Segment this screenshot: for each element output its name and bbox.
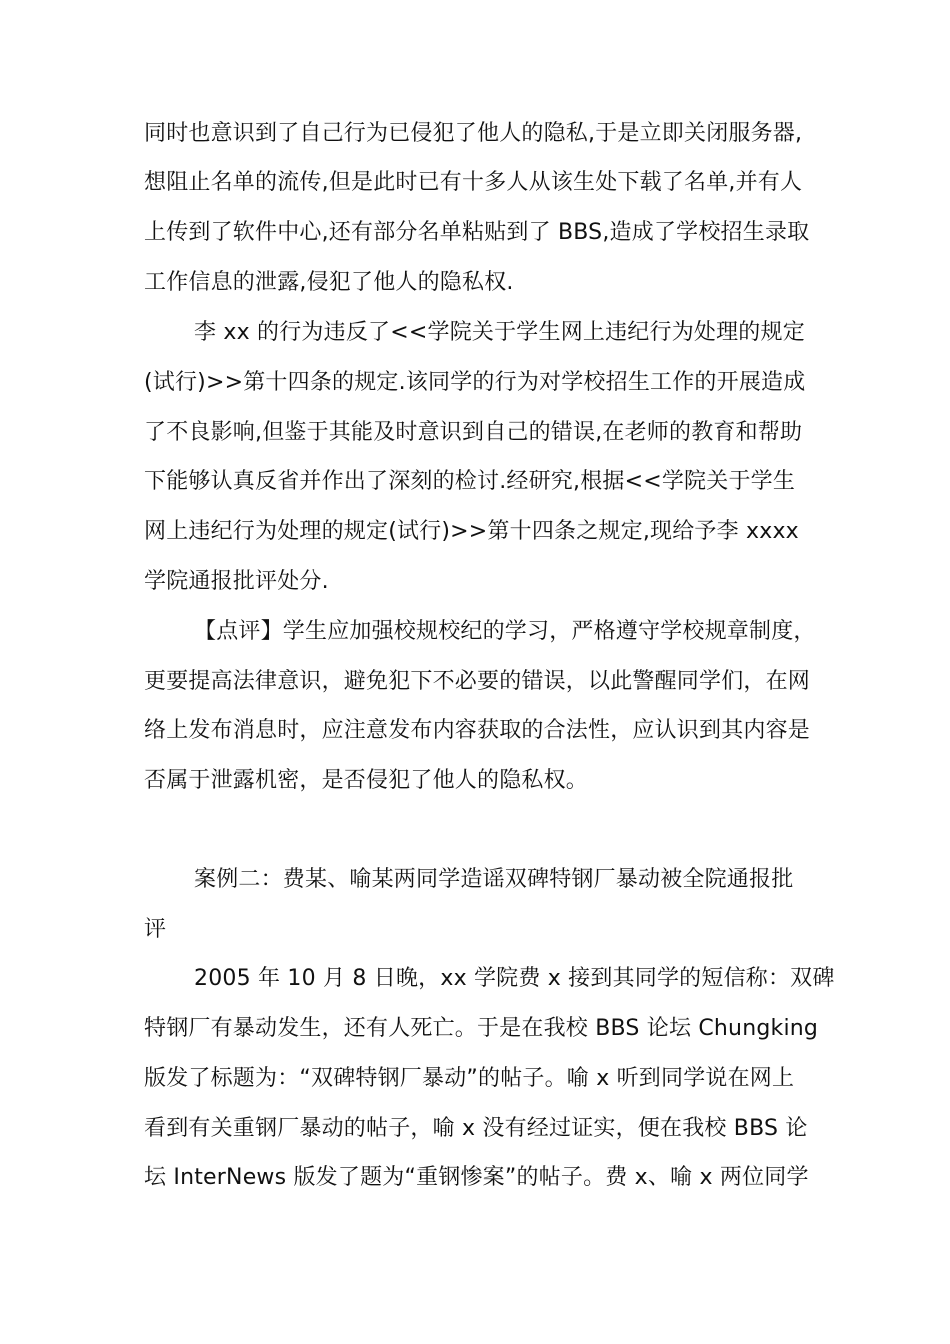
text-line: 版发了标题为：“双碑特钢厂暴动”的帖子。喻 x 听到同学说在网上 [144,1066,795,1091]
text-line: (试行)>>第十四条的规定.该同学的行为对学校招生工作的开展造成 [144,370,806,395]
case-heading: 案例二：费某、喻某两同学造谣双碑特钢厂暴动被全院通报批 [194,867,794,892]
text-line: 上传到了软件中心,还有部分名单粘贴到了 BBS,造成了学校招生录取 [144,220,810,245]
paragraph-first-line: 2005 年 10 月 8 日晚，xx 学院费 x 接到其同学的短信称：双碑 [194,966,835,991]
text-line: 了不良影响,但鉴于其能及时意识到自己的错误,在老师的教育和帮助 [144,420,803,445]
text-line: 网上违纪行为处理的规定(试行)>>第十四条之规定,现给予李 xxxx [144,519,799,544]
text-line: 学院通报批评处分. [144,569,329,594]
text-line: 想阻止名单的流传,但是此时已有十多人从该生处下载了名单,并有人 [144,170,803,195]
text-line: 看到有关重钢厂暴动的帖子，喻 x 没有经过证实，便在我校 BBS 论 [144,1116,808,1141]
paragraph-first-line: 李 xx 的行为违反了<<学院关于学生网上违纪行为处理的规定 [194,320,805,345]
case-heading-continued: 评 [144,917,167,942]
text-line: 更要提高法律意识，避免犯下不必要的错误，以此警醒同学们，在网 [144,669,811,694]
text-line: 下能够认真反省并作出了深刻的检讨.经研究,根据<<学院关于学生 [144,469,796,494]
comment-paragraph-first-line: 【点评】学生应加强校规校纪的学习，严格遵守学校规章制度， [194,619,816,644]
text-line: 工作信息的泄露,侵犯了他人的隐私权. [144,270,514,295]
text-line: 坛 InterNews 版发了题为“重钢惨案”的帖子。费 x、喻 x 两位同学 [144,1165,809,1190]
text-line: 络上发布消息时，应注意发布内容获取的合法性，应认识到其内容是 [144,718,811,743]
text-line: 同时也意识到了自己行为已侵犯了他人的隐私,于是立即关闭服务器, [144,121,803,146]
text-line: 否属于泄露机密，是否侵犯了他人的隐私权。 [144,768,589,793]
text-line: 特钢厂有暴动发生，还有人死亡。于是在我校 BBS 论坛 Chungking [144,1016,819,1041]
